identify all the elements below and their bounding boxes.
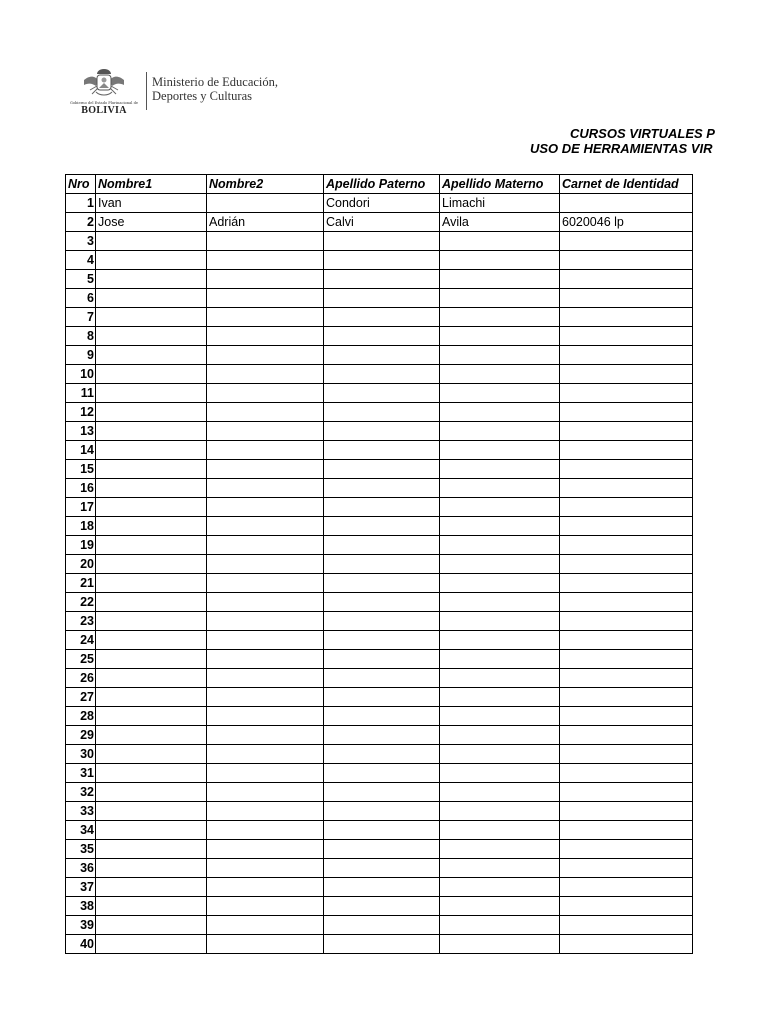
cell-carnet[interactable] — [560, 194, 693, 213]
table-row — [66, 688, 693, 707]
cell-nombre1[interactable] — [96, 441, 207, 460]
table-row — [66, 327, 693, 346]
table-row — [66, 802, 693, 821]
cell-apellido-materno[interactable] — [440, 669, 560, 688]
table-row — [66, 441, 693, 460]
cell-apellido-materno[interactable] — [440, 498, 560, 517]
cell-apellido-materno[interactable] — [440, 802, 560, 821]
cell-apellido-materno[interactable] — [440, 821, 560, 840]
cell-nombre1[interactable] — [96, 289, 207, 308]
cell-nombre2[interactable] — [207, 327, 324, 346]
cell-nombre2[interactable] — [207, 346, 324, 365]
cell-apellido-materno[interactable] — [440, 840, 560, 859]
cell-nombre2[interactable] — [207, 897, 324, 916]
cell-apellido-materno[interactable] — [440, 878, 560, 897]
cell-nombre1[interactable] — [96, 327, 207, 346]
table-row — [66, 517, 693, 536]
cell-carnet[interactable] — [560, 498, 693, 517]
cell-nombre1[interactable] — [96, 631, 207, 650]
cell-apellido-materno[interactable] — [440, 270, 560, 289]
cell-nombre2[interactable] — [207, 802, 324, 821]
cell-carnet[interactable] — [560, 308, 693, 327]
cell-nombre1[interactable] — [96, 821, 207, 840]
cell-nro[interactable]: 12 — [66, 403, 96, 422]
cell-carnet[interactable] — [560, 745, 693, 764]
cell-nro[interactable]: 38 — [66, 897, 96, 916]
participants-table — [65, 174, 693, 954]
cell-carnet[interactable] — [560, 422, 693, 441]
cell-nombre1[interactable] — [96, 745, 207, 764]
cell-nro[interactable]: 24 — [66, 631, 96, 650]
cell-nro[interactable]: 9 — [66, 346, 96, 365]
column-header-apellido-paterno[interactable]: Apellido Paterno — [324, 175, 440, 194]
cell-carnet[interactable] — [560, 536, 693, 555]
cell-apellido-paterno[interactable] — [324, 327, 440, 346]
cell-nombre1[interactable] — [96, 859, 207, 878]
cell-nro[interactable]: 34 — [66, 821, 96, 840]
table-row — [66, 840, 693, 859]
cell-nombre1[interactable] — [96, 574, 207, 593]
cell-carnet[interactable] — [560, 840, 693, 859]
cell-nro[interactable]: 20 — [66, 555, 96, 574]
cell-apellido-materno[interactable] — [440, 308, 560, 327]
cell-carnet[interactable] — [560, 802, 693, 821]
cell-apellido-paterno[interactable] — [324, 574, 440, 593]
cell-apellido-paterno[interactable] — [324, 251, 440, 270]
cell-nombre1[interactable] — [96, 764, 207, 783]
cell-carnet[interactable] — [560, 365, 693, 384]
cell-nombre2[interactable] — [207, 726, 324, 745]
cell-nombre1[interactable] — [96, 536, 207, 555]
cell-nombre1[interactable] — [96, 612, 207, 631]
cell-carnet[interactable] — [560, 517, 693, 536]
cell-apellido-materno[interactable] — [440, 422, 560, 441]
cell-nro[interactable]: 17 — [66, 498, 96, 517]
cell-carnet[interactable] — [560, 859, 693, 878]
cell-nro[interactable]: 14 — [66, 441, 96, 460]
cell-nombre2[interactable] — [207, 612, 324, 631]
ministry-name — [152, 75, 282, 103]
cell-nro[interactable]: 21 — [66, 574, 96, 593]
cell-nombre2[interactable] — [207, 536, 324, 555]
column-header-nro[interactable]: Nro — [66, 175, 96, 194]
cell-apellido-paterno[interactable] — [324, 935, 440, 954]
cell-nombre2[interactable] — [207, 308, 324, 327]
cell-nro[interactable]: 37 — [66, 878, 96, 897]
cell-nombre2[interactable] — [207, 631, 324, 650]
cell-nombre2[interactable] — [207, 593, 324, 612]
cell-apellido-paterno[interactable] — [324, 422, 440, 441]
cell-apellido-paterno[interactable] — [324, 232, 440, 251]
cell-nro[interactable]: 13 — [66, 422, 96, 441]
cell-apellido-paterno[interactable] — [324, 916, 440, 935]
cell-nombre2[interactable] — [207, 460, 324, 479]
cell-nombre2[interactable] — [207, 669, 324, 688]
table-row — [66, 612, 693, 631]
cell-nro[interactable]: 28 — [66, 707, 96, 726]
ministry-name-line1: Ministerio de Educación, — [152, 75, 279, 89]
cell-nro[interactable]: 2 — [66, 213, 96, 232]
cell-apellido-materno[interactable] — [440, 726, 560, 745]
cell-apellido-materno[interactable] — [440, 232, 560, 251]
cell-apellido-paterno[interactable] — [324, 878, 440, 897]
cell-apellido-paterno[interactable] — [324, 669, 440, 688]
cell-apellido-paterno[interactable] — [324, 821, 440, 840]
table-row — [66, 498, 693, 517]
cell-nro[interactable]: 23 — [66, 612, 96, 631]
cell-carnet[interactable] — [560, 574, 693, 593]
cell-nombre1[interactable] — [96, 498, 207, 517]
cell-nro[interactable]: 33 — [66, 802, 96, 821]
cell-nombre1[interactable] — [96, 650, 207, 669]
cell-nombre2[interactable] — [207, 479, 324, 498]
table-row — [66, 631, 693, 650]
cell-nombre2[interactable] — [207, 251, 324, 270]
cell-nombre1[interactable] — [96, 726, 207, 745]
column-header-nombre2[interactable]: Nombre2 — [207, 175, 324, 194]
cell-apellido-paterno[interactable] — [324, 840, 440, 859]
cell-nombre2[interactable] — [207, 441, 324, 460]
cell-carnet[interactable]: 6020046 lp — [560, 213, 693, 232]
cell-nombre2[interactable] — [207, 935, 324, 954]
cell-carnet[interactable] — [560, 707, 693, 726]
table-row — [66, 650, 693, 669]
cell-apellido-paterno[interactable] — [324, 498, 440, 517]
cell-carnet[interactable] — [560, 821, 693, 840]
cell-apellido-paterno[interactable] — [324, 783, 440, 802]
cell-carnet[interactable] — [560, 764, 693, 783]
cell-nombre1[interactable] — [96, 384, 207, 403]
cell-carnet[interactable] — [560, 460, 693, 479]
document-title-line2: USO DE HERRAMIENTAS VIR — [530, 141, 713, 156]
cell-apellido-paterno[interactable] — [324, 289, 440, 308]
cell-carnet[interactable] — [560, 650, 693, 669]
cell-apellido-paterno[interactable] — [324, 384, 440, 403]
cell-nro[interactable]: 32 — [66, 783, 96, 802]
cell-nombre1[interactable] — [96, 593, 207, 612]
cell-nombre1[interactable] — [96, 916, 207, 935]
cell-nombre2[interactable] — [207, 707, 324, 726]
cell-nombre2[interactable] — [207, 498, 324, 517]
cell-nro[interactable]: 1 — [66, 194, 96, 213]
cell-carnet[interactable] — [560, 688, 693, 707]
cell-nombre2[interactable] — [207, 916, 324, 935]
cell-apellido-paterno[interactable] — [324, 726, 440, 745]
cell-apellido-materno[interactable] — [440, 631, 560, 650]
table-row — [66, 574, 693, 593]
cell-nombre1[interactable] — [96, 422, 207, 441]
cell-nro[interactable]: 25 — [66, 650, 96, 669]
cell-nro[interactable]: 8 — [66, 327, 96, 346]
cell-apellido-materno[interactable] — [440, 479, 560, 498]
cell-apellido-paterno[interactable] — [324, 479, 440, 498]
cell-nro[interactable]: 11 — [66, 384, 96, 403]
cell-apellido-materno[interactable] — [440, 517, 560, 536]
cell-nombre1[interactable] — [96, 270, 207, 289]
cell-nombre2[interactable] — [207, 574, 324, 593]
cell-nombre1[interactable] — [96, 365, 207, 384]
cell-apellido-paterno[interactable] — [324, 612, 440, 631]
cell-nombre2[interactable] — [207, 859, 324, 878]
table-row — [66, 460, 693, 479]
cell-apellido-materno[interactable] — [440, 403, 560, 422]
cell-nombre1[interactable]: Ivan — [96, 194, 207, 213]
cell-nombre2[interactable] — [207, 270, 324, 289]
cell-carnet[interactable] — [560, 327, 693, 346]
cell-apellido-paterno[interactable] — [324, 859, 440, 878]
table-row — [66, 764, 693, 783]
cell-nombre1[interactable] — [96, 232, 207, 251]
cell-nro[interactable]: 4 — [66, 251, 96, 270]
cell-nro[interactable]: 36 — [66, 859, 96, 878]
country-label: BOLIVIA — [81, 105, 127, 116]
cell-nombre2[interactable] — [207, 745, 324, 764]
cell-apellido-paterno[interactable] — [324, 802, 440, 821]
cell-nro[interactable]: 31 — [66, 764, 96, 783]
table-row — [66, 479, 693, 498]
cell-nombre1[interactable] — [96, 707, 207, 726]
cell-apellido-paterno[interactable] — [324, 441, 440, 460]
cell-carnet[interactable] — [560, 935, 693, 954]
cell-carnet[interactable] — [560, 441, 693, 460]
table-row — [66, 403, 693, 422]
cell-apellido-materno[interactable] — [440, 365, 560, 384]
table-row — [66, 232, 693, 251]
cell-apellido-materno[interactable] — [440, 916, 560, 935]
cell-apellido-paterno[interactable] — [324, 707, 440, 726]
cell-nombre1[interactable] — [96, 669, 207, 688]
cell-apellido-materno[interactable]: Avila — [440, 213, 560, 232]
cell-apellido-paterno[interactable] — [324, 308, 440, 327]
cell-apellido-paterno[interactable] — [324, 897, 440, 916]
cell-nombre2[interactable] — [207, 821, 324, 840]
cell-carnet[interactable] — [560, 403, 693, 422]
table-row — [66, 783, 693, 802]
cell-nombre1[interactable] — [96, 840, 207, 859]
table-row — [66, 555, 693, 574]
cell-nombre2[interactable] — [207, 422, 324, 441]
cell-carnet[interactable] — [560, 631, 693, 650]
cell-nro[interactable]: 16 — [66, 479, 96, 498]
cell-nro[interactable]: 3 — [66, 232, 96, 251]
cell-nombre2[interactable] — [207, 403, 324, 422]
cell-apellido-materno[interactable] — [440, 745, 560, 764]
cell-nro[interactable]: 26 — [66, 669, 96, 688]
cell-nombre1[interactable] — [96, 688, 207, 707]
table-row — [66, 916, 693, 935]
cell-apellido-paterno[interactable] — [324, 688, 440, 707]
cell-carnet[interactable] — [560, 612, 693, 631]
table-row — [66, 365, 693, 384]
cell-nombre2[interactable] — [207, 384, 324, 403]
cell-apellido-materno[interactable] — [440, 555, 560, 574]
table-row — [66, 213, 693, 232]
table-row — [66, 935, 693, 954]
cell-nro[interactable]: 39 — [66, 916, 96, 935]
cell-carnet[interactable] — [560, 593, 693, 612]
cell-nombre1[interactable] — [96, 802, 207, 821]
cell-nro[interactable]: 7 — [66, 308, 96, 327]
cell-nombre1[interactable] — [96, 403, 207, 422]
cell-apellido-paterno[interactable] — [324, 270, 440, 289]
cell-nombre2[interactable] — [207, 650, 324, 669]
cell-apellido-materno[interactable] — [440, 346, 560, 365]
table-row — [66, 308, 693, 327]
cell-nro[interactable]: 22 — [66, 593, 96, 612]
cell-nombre2[interactable] — [207, 289, 324, 308]
cell-carnet[interactable] — [560, 346, 693, 365]
cell-apellido-paterno[interactable] — [324, 365, 440, 384]
cell-nombre1[interactable] — [96, 479, 207, 498]
table-row — [66, 251, 693, 270]
cell-nombre2[interactable] — [207, 194, 324, 213]
document-title-line1: CURSOS VIRTUALES P — [570, 126, 715, 141]
cell-apellido-paterno[interactable] — [324, 631, 440, 650]
cell-apellido-materno[interactable] — [440, 859, 560, 878]
cell-carnet[interactable] — [560, 479, 693, 498]
cell-nombre1[interactable] — [96, 555, 207, 574]
bolivia-coat-of-arms-icon — [82, 66, 126, 102]
cell-nro[interactable]: 18 — [66, 517, 96, 536]
table-row — [66, 384, 693, 403]
cell-apellido-paterno[interactable] — [324, 745, 440, 764]
table-body — [66, 194, 693, 954]
cell-nombre1[interactable] — [96, 308, 207, 327]
cell-nro[interactable]: 30 — [66, 745, 96, 764]
cell-nombre1[interactable] — [96, 897, 207, 916]
cell-nombre1[interactable] — [96, 517, 207, 536]
cell-nombre1[interactable] — [96, 346, 207, 365]
cell-apellido-materno[interactable] — [440, 289, 560, 308]
cell-apellido-paterno[interactable] — [324, 346, 440, 365]
cell-apellido-materno[interactable] — [440, 593, 560, 612]
cell-apellido-materno[interactable] — [440, 441, 560, 460]
cell-nombre2[interactable] — [207, 783, 324, 802]
cell-nombre2[interactable] — [207, 232, 324, 251]
cell-carnet[interactable] — [560, 878, 693, 897]
table-row — [66, 593, 693, 612]
cell-apellido-paterno[interactable] — [324, 650, 440, 669]
cell-apellido-paterno[interactable] — [324, 764, 440, 783]
cell-nombre2[interactable] — [207, 517, 324, 536]
cell-nro[interactable]: 6 — [66, 289, 96, 308]
ministry-name-line2: Deportes y Culturas — [152, 89, 252, 103]
cell-nro[interactable]: 40 — [66, 935, 96, 954]
table-row — [66, 270, 693, 289]
cell-nro[interactable]: 15 — [66, 460, 96, 479]
cell-carnet[interactable] — [560, 384, 693, 403]
cell-nombre1[interactable] — [96, 460, 207, 479]
cell-apellido-paterno[interactable] — [324, 517, 440, 536]
cell-nro[interactable]: 19 — [66, 536, 96, 555]
cell-carnet[interactable] — [560, 783, 693, 802]
table-row — [66, 707, 693, 726]
cell-apellido-materno[interactable] — [440, 688, 560, 707]
cell-carnet[interactable] — [560, 916, 693, 935]
table-row — [66, 194, 693, 213]
cell-apellido-paterno[interactable] — [324, 593, 440, 612]
cell-carnet[interactable] — [560, 897, 693, 916]
column-header-carnet[interactable]: Carnet de Identidad — [560, 175, 693, 194]
table-row — [66, 669, 693, 688]
cell-apellido-materno[interactable] — [440, 707, 560, 726]
cell-nombre2[interactable] — [207, 555, 324, 574]
cell-nombre2[interactable] — [207, 688, 324, 707]
table-row — [66, 859, 693, 878]
cell-apellido-materno[interactable]: Limachi — [440, 194, 560, 213]
cell-apellido-paterno[interactable] — [324, 460, 440, 479]
table-row — [66, 821, 693, 840]
cell-nro[interactable]: 5 — [66, 270, 96, 289]
cell-apellido-materno[interactable] — [440, 764, 560, 783]
table-header-row — [66, 175, 693, 194]
cell-nombre2[interactable]: Adrián — [207, 213, 324, 232]
table-row — [66, 878, 693, 897]
cell-nombre2[interactable] — [207, 840, 324, 859]
cell-apellido-materno[interactable] — [440, 327, 560, 346]
cell-nombre1[interactable]: Jose — [96, 213, 207, 232]
table-row — [66, 422, 693, 441]
table-row — [66, 346, 693, 365]
cell-carnet[interactable] — [560, 726, 693, 745]
column-header-apellido-materno[interactable]: Apellido Materno — [440, 175, 560, 194]
column-header-nombre1[interactable]: Nombre1 — [96, 175, 207, 194]
cell-carnet[interactable] — [560, 232, 693, 251]
cell-apellido-materno[interactable] — [440, 897, 560, 916]
cell-carnet[interactable] — [560, 555, 693, 574]
cell-apellido-materno[interactable] — [440, 574, 560, 593]
cell-apellido-paterno[interactable]: Calvi — [324, 213, 440, 232]
cell-apellido-paterno[interactable] — [324, 555, 440, 574]
cell-nombre1[interactable] — [96, 878, 207, 897]
cell-apellido-paterno[interactable] — [324, 536, 440, 555]
cell-apellido-materno[interactable] — [440, 384, 560, 403]
cell-nombre1[interactable] — [96, 251, 207, 270]
cell-nombre2[interactable] — [207, 764, 324, 783]
cell-apellido-materno[interactable] — [440, 783, 560, 802]
table-row — [66, 726, 693, 745]
ministry-logo — [62, 66, 279, 116]
cell-carnet[interactable] — [560, 289, 693, 308]
cell-nombre2[interactable] — [207, 878, 324, 897]
cell-nro[interactable]: 10 — [66, 365, 96, 384]
cell-apellido-materno[interactable] — [440, 536, 560, 555]
cell-carnet[interactable] — [560, 270, 693, 289]
cell-nro[interactable]: 35 — [66, 840, 96, 859]
table-row — [66, 536, 693, 555]
cell-apellido-paterno[interactable] — [324, 403, 440, 422]
cell-nombre1[interactable] — [96, 783, 207, 802]
cell-apellido-materno[interactable] — [440, 612, 560, 631]
cell-apellido-materno[interactable] — [440, 251, 560, 270]
cell-nro[interactable]: 27 — [66, 688, 96, 707]
cell-apellido-paterno[interactable]: Condori — [324, 194, 440, 213]
cell-nombre1[interactable] — [96, 935, 207, 954]
logo-divider — [146, 72, 147, 110]
cell-carnet[interactable] — [560, 669, 693, 688]
cell-nombre2[interactable] — [207, 365, 324, 384]
table-row — [66, 745, 693, 764]
table-row — [66, 289, 693, 308]
government-label: Gobierno del Estado Plurinacional de — [69, 101, 139, 105]
cell-apellido-materno[interactable] — [440, 650, 560, 669]
cell-nro[interactable]: 29 — [66, 726, 96, 745]
cell-carnet[interactable] — [560, 251, 693, 270]
cell-apellido-materno[interactable] — [440, 935, 560, 954]
table-row — [66, 897, 693, 916]
cell-apellido-materno[interactable] — [440, 460, 560, 479]
